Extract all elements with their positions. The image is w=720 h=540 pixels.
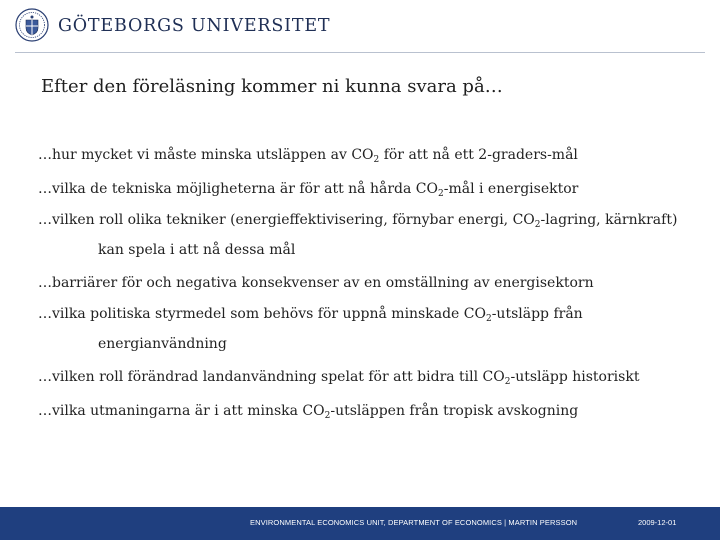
bullet-item [38, 266, 698, 300]
header-divider [15, 52, 705, 53]
bullet-text: -mål i energisektor [443, 181, 579, 197]
footer-date: 2009-12-01 [638, 518, 677, 527]
subscript: 2 [485, 314, 492, 324]
bullet-text: …vilka de tekniska möjligheterna är för att nå hårda CO [38, 181, 438, 197]
bullet-text: -utsläppen från tropisk avskogning [330, 403, 579, 419]
slide-title: Efter den föreläsning kommer ni kunna svara på… [41, 76, 503, 97]
bullet-item [38, 172, 698, 206]
bullet-text: …vilka politiska styrmedel som behövs för uppnå minskade CO [38, 306, 486, 322]
footer-text: ENVIRONMENTAL ECONOMICS UNIT, DEPARTMENT OF ECONOMICS | MARTIN PERSSON [250, 518, 578, 527]
bullet-item [38, 394, 698, 428]
university-seal-icon [15, 8, 49, 42]
bullet-item [38, 360, 698, 394]
bullet-text: …hur mycket vi måste minska utsläppen av CO [38, 147, 374, 163]
bullet-text: …vilka utmaningarna är i att minska CO [38, 403, 325, 419]
footer-bar [0, 507, 720, 540]
bullet-list [38, 138, 698, 428]
subscript: 2 [437, 189, 444, 199]
bullet-text: …barriärer för och negativa konsekvenser av en omställning av energisektorn [38, 275, 594, 291]
bullet-text: …vilken roll förändrad landanvändning spelat för att bidra till CO [38, 369, 505, 385]
subscript: 2 [373, 155, 380, 165]
bullet-text: …vilken roll olika tekniker (energieffektivisering, förnybar energi, CO [38, 212, 535, 228]
subscript: 2 [504, 377, 511, 387]
bullet-item [38, 206, 698, 266]
bullet-continuation: energianvändning [98, 336, 227, 352]
subscript: 2 [534, 220, 541, 230]
bullet-continuation: kan spela i att nå dessa mål [98, 242, 296, 258]
bullet-text: -utsläpp från [491, 306, 583, 322]
bullet-item [38, 138, 698, 172]
bullet-item [38, 300, 698, 360]
bullet-text: -utsläpp historiskt [510, 369, 640, 385]
bullet-text: -lagring, kärnkraft) [540, 212, 678, 228]
bullet-text: för att nå ett 2-graders-mål [379, 147, 578, 163]
subscript: 2 [324, 411, 331, 421]
university-name: GÖTEBORGS UNIVERSITET [58, 16, 331, 36]
